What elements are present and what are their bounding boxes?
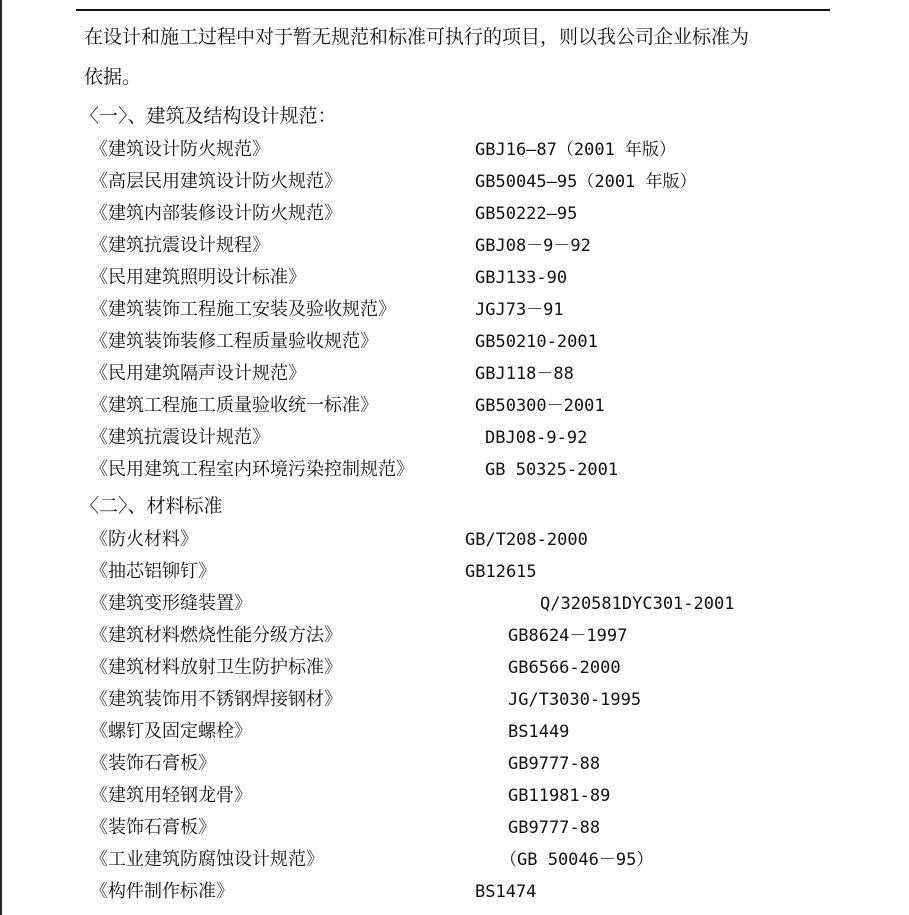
page-left-border (0, 0, 2, 915)
s1-item-7-title: 《建筑装饰装修工程质量验收规范》 (90, 331, 378, 352)
s1-item-6-code: JGJ73－91 (475, 300, 564, 320)
s2-item-5-title: 《建筑材料放射卫生防护标准》 (90, 657, 342, 678)
s1-item-5-code: GBJ133-90 (475, 268, 568, 288)
s2-item-4-code: GB8624－1997 (508, 626, 628, 646)
s2-item-10-title: 《装饰石膏板》 (90, 817, 216, 838)
section-1-heading: 〈一〉、建筑及结构设计规范： (80, 105, 337, 127)
s2-item-8-code: GB9777-88 (508, 754, 601, 774)
s2-item-3-code: Q/320581DYC301-2001 (540, 594, 735, 614)
s1-item-3-code: GB50222—95 (475, 204, 578, 224)
s1-item-10-code: DBJ08-9-92 (485, 428, 588, 448)
s2-item-6-title: 《建筑装饰用不锈钢焊接钢材》 (90, 689, 342, 710)
s2-item-4-title: 《建筑材料燃烧性能分级方法》 (90, 625, 342, 646)
s1-item-10-title: 《建筑抗震设计规范》 (90, 427, 270, 448)
s1-item-9-code: GB50300－2001 (475, 396, 605, 416)
intro-line-2: 依据。 (84, 66, 142, 88)
s1-item-5-title: 《民用建筑照明设计标准》 (90, 267, 306, 288)
header-rule (76, 9, 830, 11)
s1-item-6-title: 《建筑装饰工程施工安装及验收规范》 (90, 299, 396, 320)
s2-item-3-title: 《建筑变形缝装置》 (90, 593, 252, 614)
section-2-heading: 〈二〉、材料标准 (80, 495, 223, 517)
s1-item-11-code: GB 50325-2001 (485, 460, 619, 480)
s1-item-1-title: 《建筑设计防火规范》 (90, 139, 270, 160)
s2-item-9-title: 《建筑用轻钢龙骨》 (90, 785, 252, 806)
s1-item-3-title: 《建筑内部装修设计防火规范》 (90, 203, 342, 224)
s2-item-1-title: 《防火材料》 (90, 529, 198, 550)
s1-item-1-code: GBJ16—87（2001 年版） (475, 140, 677, 160)
s2-item-6-code: JG/T3030-1995 (508, 690, 642, 710)
s2-item-1-code: GB/T208-2000 (465, 530, 588, 550)
s1-item-8-title: 《民用建筑隔声设计规范》 (90, 363, 306, 384)
s2-item-9-code: GB11981-89 (508, 786, 611, 806)
s2-item-10-code: GB9777-88 (508, 818, 601, 838)
s2-item-2-code: GB12615 (465, 562, 537, 582)
s2-item-2-title: 《抽芯铝铆钉》 (90, 561, 216, 582)
s2-item-12-code: BS1474 (475, 882, 537, 902)
s1-item-2-code: GB50045—95（2001 年版） (475, 172, 697, 192)
s2-item-11-title: 《工业建筑防腐蚀设计规范》 (90, 849, 324, 870)
s1-item-2-title: 《高层民用建筑设计防火规范》 (90, 171, 342, 192)
s2-item-7-title: 《螺钉及固定螺栓》 (90, 721, 252, 742)
s2-item-7-code: BS1449 (508, 722, 570, 742)
s1-item-4-code: GBJ08－9－92 (475, 236, 591, 256)
s1-item-7-code: GB50210-2001 (475, 332, 598, 352)
s1-item-9-title: 《建筑工程施工质量验收统一标准》 (90, 395, 378, 416)
s1-item-11-title: 《民用建筑工程室内环境污染控制规范》 (90, 459, 414, 480)
s2-item-8-title: 《装饰石膏板》 (90, 753, 216, 774)
s1-item-8-code: GBJ118－88 (475, 364, 574, 384)
intro-line-1: 在设计和施工过程中对于暂无规范和标准可执行的项目，则以我公司企业标准为 (84, 26, 750, 48)
s2-item-12-title: 《构件制作标准》 (90, 881, 234, 902)
s2-item-11-code: （GB 50046－95） (500, 850, 654, 870)
s2-item-5-code: GB6566-2000 (508, 658, 621, 678)
s1-item-4-title: 《建筑抗震设计规程》 (90, 235, 270, 256)
